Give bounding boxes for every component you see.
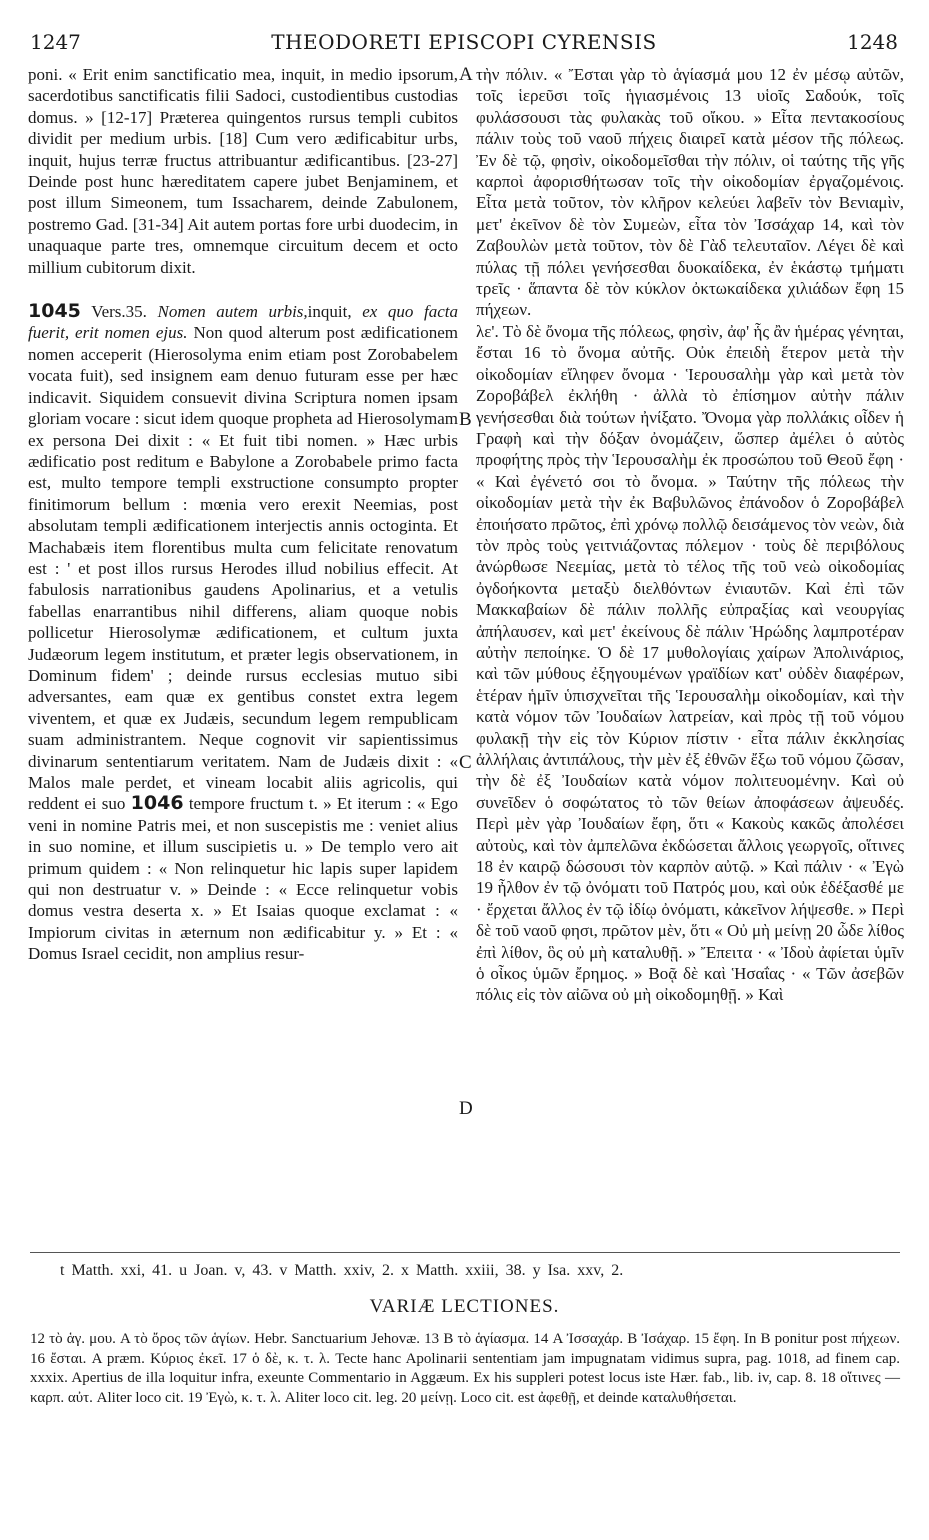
section-marker-d: D [459, 1098, 473, 1119]
greek-column [476, 64, 904, 1006]
page-header [30, 30, 898, 56]
section-marker-a: A [459, 64, 473, 85]
scripture-references: t Matth. xxi, 41. u Joan. v, 43. v Matth. xxiv, 2. x Matth. xxiii, 38. y Isa. xxv, 2. [60, 1262, 624, 1279]
page-number-left: 1247 [30, 30, 81, 54]
column-number-1045: 1045 [28, 300, 81, 323]
variae-lectiones-title: VARIÆ LECTIONES. [369, 1296, 560, 1317]
section-marker-c: C [459, 752, 472, 773]
column-number-1046: 1046 [130, 792, 184, 815]
latin-commentary: Non quod alterum post ædificationem nomen acceperit (Hierosolyma enim etiam post Zorobabelem vocata fuit), sed insignem eam denuo futuram esse per hæc indicavit. Siquidem consuevit divina Scriptura nomen ipsam gloriam vocare : sicut idem quoque propheta ad Hierosolymam ex persona Dei dixit : « Et fuit tibi nomen. » Hæc urbis ædificatio post reditum e Babylone a Zorobabele primo facta est, multo tempore templi exstructione consumpto propter finitimorum bellum : mœnia vero erexit Neemias, post absolutam templi ædificationem interjectis annis octoginta. Et Machabæis item florentibus multa cum felicitate renovatum est : ' et post illos rursus Herodes illud nobilius effecit. At fabulosis narrationibus gaudens Apolinarius, et a vetulis fabellas enarrantibus nihil differens, aliam quoque nobis pollicetur Hierosolymæ ædificationem, et cultum juxta Judæorum legem institutum, et præter legis observationem, in Dominum fidem' ; deinde rursus ecclesias mutuo sibi adversantes, eam quæ ex gentibus constet extra legem viventem, et quæ ex Judæis, secundum legem rempublicam suam administrantem. Neque cognovit vir sapientissimus divinarum sententiarum veritatem. Nam de Judæis dixit : « Malos male perdet, et vineam locabit aliis agricolis, qui reddent ei suo [28, 323, 458, 814]
page-number-right: 1248 [847, 30, 898, 54]
verse-quote: Nomen autem urbis, [157, 302, 308, 322]
latin-column [28, 64, 458, 965]
latin-paragraph-2 [28, 301, 458, 965]
section-marker-b: B [459, 409, 472, 430]
verse-label: Vers.35. [91, 302, 147, 322]
greek-paragraph-2: λε'. Τὸ δὲ ὄνομα τῆς πόλεως, φησὶν, ἀφ' ἧς ἂν ἡμέρας γένηται, ἔσται 16 τὸ ὄνομα αὐτῆς. Οὐκ ἐπειδὴ ἕτερον μετὰ τὴν οἰκοδομίαν εἴληφεν ὄνομα · Ἱερουσαλὴμ γὰρ καὶ μετὰ τὸν Ζοροβάβελ ἐκλήθη · ἀλλὰ τὸ ἐπίσημον αὐτὴν πάλιν γενήσεσθαι διὰ τούτων ἠνίξατο. Ὄνομα γὰρ πολλάκις οἶδεν ἡ Γραφὴ καὶ τὴν δόξαν ὀνομάζειν, ὥσπερ ἀμέλει ὁ αὐτὸς προφήτης πρὸς τὴν Ἱερουσαλὴμ ἐκ προσώπου τοῦ Θεοῦ ἔφη · « Καὶ ἐγένετό σοι τὸ ὄνομα. » Ταύτην τῆς πόλεως τὴν οἰκοδομίαν μετὰ τὴν ἐκ Βαβυλῶνος ἐπάνοδον ὁ Ζοροβάβελ ἐποιήσατο πρῶτος, ἐπὶ χρόνῳ πολλῷ δεισάμενος τὸν νεὼν, διὰ τὸν πρὸς τοὺς γειτνιάζοντας πόλεμον · τοὺς δὲ περιβόλους ἀνώρθωσε Νεεμίας, μετὰ τὸ τέλος τῆς τοῦ νεὼ οἰκοδομίας ὀγδοήκοντα μεταξὺ διελθόντων ἐνιαυτῶν. Καὶ ἐπὶ τῶν Μακκαβαίων δὲ πάλιν πολλῆς εὐπραξίας καὶ νεουργίας ἀπήλαυσεν, καὶ μετ' ἐκείνους δὲ πάλιν Ἡρώδης λαμπροτέραν αὐτὴν πεποίηκε. Ὁ δὲ 17 μυθολογίαις χαίρων Ἀπολινάριος, καὶ τῶν μύθους ἐξηγουμένων γραϊδίων κατ' οὐδὲν διαφέρων, ἑτέραν ἡμῖν ὑπισχνεῖται τῆς Ἱερουσαλὴμ οἰκοδομίαν, καὶ τὴν κατὰ νόμον τῶν Ἰουδαίων λατρείαν, καὶ πρὸς τῇ τοῦ νόμου φυλακῇ τὴν εἰς τὸν Κύριον πίστιν · εἶτα πάλιν ἐκκλησίας ἀλλήλαις ἀντιπάλους, τὴν μὲν ἐξ ἐθνῶν ἔξω τοῦ νόμου ζῶσαν, τὴν δὲ ἐξ Ἰουδαίων κατὰ νόμον πολιτευομένην. Καὶ οὐ συνεῖδεν ὁ σοφώτατος τὸ τῶν θείων ἀποφάσεων ἀψευδές. Περὶ μὲν γὰρ Ἰουδαίων ἔφη, ὅτι « Κακοὺς κακῶς ἀπολέσει αὐτοὺς, καὶ τὸν ἀμπελῶνα ἐκδώσεται ἄλλοις γεωργοῖς, οἵτινες 18 ἐν καιρῷ δώσουσι τὸν καρπὸν αὐτῷ. » Καὶ πάλιν · « Ἐγὼ 19 ἦλθον ἐν τῷ ὀνόματι τοῦ Πατρός μου, καὶ οὐκ ἐδέξασθέ με · ἔρχεται ἄλλος ἐν τῷ ἰδίῳ ὀνόματι, κἀκεῖνον λήψεσθε. » Περὶ δὲ τοῦ ναοῦ φησι, πρῶτον μὲν, ὅτι « Οὐ μὴ μείνῃ 20 ὧδε λίθος ἐπὶ λίθον, ὃς οὐ μὴ καταλυθῇ. » Ἔπειτα · « Ἰδοὺ ἀφίεται ὑμῖν ὁ οἶκος ὑμῶν ἔρημος. » Βοᾷ δὲ καὶ Ἡσαΐας · « Τῶν ἀσεβῶν πόλις εἰς τὸν αἰῶνα οὐ μὴ οἰκοδομηθῇ. » Καὶ [476, 321, 904, 1005]
running-title: THEODORETI EPISCOPI CYRENSIS [271, 30, 657, 54]
verse-quote-2: ex quo facta fuerit, erit nomen ejus. [28, 302, 458, 343]
greek-paragraph-1: τὴν πόλιν. « Ἔσται γὰρ τὸ ἁγίασμά μου 12 ἐν μέσῳ αὐτῶν, τοῖς ἱερεῦσι τοῖς ἡγιασμένοις 13 υἱοῖς Σαδούκ, τοῖς φυλάσσουσι τὰς φυλακὰς τοῦ οἴκου. » Εἶτα πεντακοσίους πάλιν τοὺς τοῦ ναοῦ πήχεις διαιρεῖ κατὰ μέσον τῆς πόλεως. Ἐν δὲ τῷ, φησὶν, οἰκοδομεῖσθαι τὴν πόλιν, οἱ ταύτης τῆς γῆς καρποὶ ἀφορισθήτωσαν τοῖς τὴν οἰκοδομίαν ἐργαζομένοις. Εἶτα μετὰ τοῦτον, τὸν κλῆρον κελεύει λαβεῖν τὸν Βενιαμὶν, μετ' ἐκεῖνον δὲ τὸν Συμεὼν, εἶτα τὸν Ἰσσάχαρ 14, καὶ τὸν Ζαβουλὼν μετὰ τοῦτον, τὸν δὲ Γὰδ τελευταῖον. Λέγει δὲ καὶ πύλας τῇ πόλει γενήσεσθαι δυοκαίδεκα, ἐν ἑκάστῳ τμήματι τρεῖς · ἅπαντα δὲ τὸν κύκλον ὀκτωκαίδεκα χιλιάδων ἔφη 15 πήχεων. [476, 65, 904, 320]
footnote-divider [30, 1252, 900, 1253]
variae-lectiones-text: 12 τὸ ἁγ. μου. A τὸ ὄρος τῶν ἁγίων. Hebr. Sanctuarium Jehovæ. 13 B τὸ ἁγίασμα. 14 A Ἰσσαχάρ. B Ἰσάχαρ. 15 ἔφη. In B ponitur post πήχεων. 16 ἔσται. A præm. Κύριος ἐκεῖ. 17 ὁ δὲ, κ. τ. λ. Tecte hanc Apolinarii sententiam jam impugnatam vidimus supra, pag. 1018, ad finem cap. xxxix. Apertius de illa loquitur infra, exeunte Commentario in Aggæum. Ex his suppleri potest locus iste Hær. fab., lib. iv, cap. 8. 18 οἵτινες — καρπ. αὐτ. Aliter loco cit. 19 Ἐγὼ, κ. τ. λ. Aliter loco cit. leg. 20 μείνῃ. Loco cit. est ἀφεθῇ, et deinde καταλυθήσεται. [30, 1331, 900, 1406]
latin-commentary-cont: tempore fructum t. » Et iterum : « Ego veni in nomine Patris mei, et non suscepistis me : veniet alius in suo nomine, et illum suscipietis u. » De templo vero ait primum quidem : « Non relinquetur hic lapis super lapidem qui non destruatur v. » Deinde : « Ecce relinquetur vobis domus vestra deserta x. » Et Isaias quoque exclamat : « Impiorum civitas in æternum non ædificabitur y. » Et : « Domus Israel cecidit, non amplius resur- [28, 794, 459, 964]
verse-inquit: inquit, [307, 302, 352, 322]
latin-paragraph-1: poni. « Erit enim sanctificatio mea, inquit, in medio ipsorum, sacerdotibus sanctificatis filii Sadoci, custodientibus custodias domus. » [12-17] Præterea quingentos rursus templi cubitos dividit per medium urbis. [18] Cum vero ædificabitur urbs, inquit, hujus terræ fructus attribuantur ædificantibus. [23-27] Deinde post hunc hæreditatem capere jubet Benjaminem, et post illum Simeonem, tum Issacharem, deinde Zabulonem, postremo Gad. [31-34] Ait autem portas fore urbi duodecim, in unaquaque parte tres, omnemque circuitum decem et octo millium cubitorum dixit. [28, 65, 458, 277]
